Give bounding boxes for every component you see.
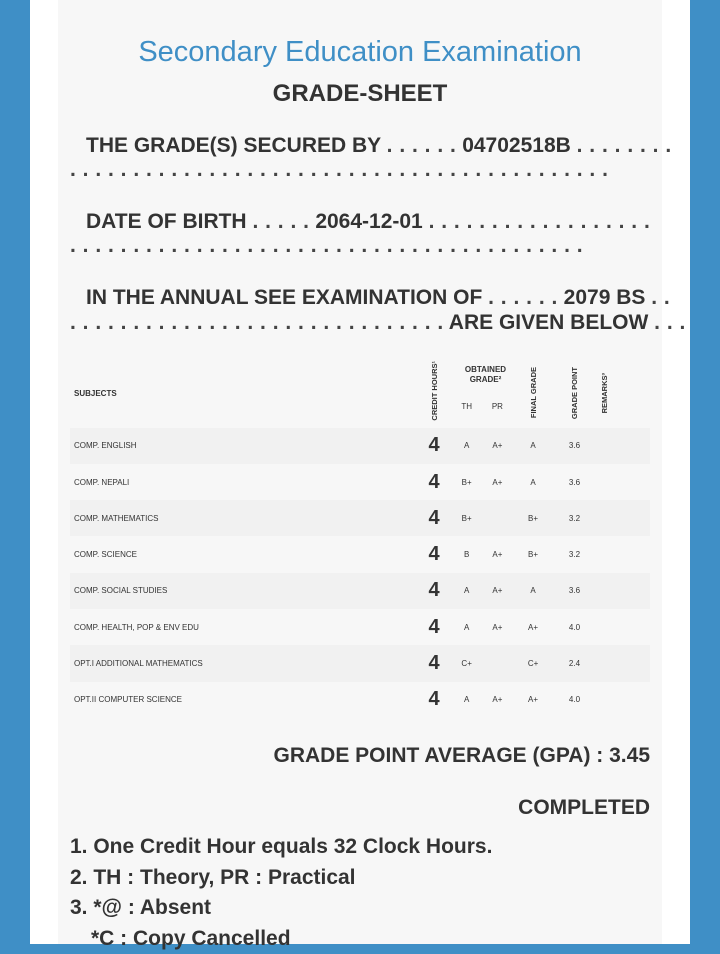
practical-grade-cell [479, 645, 517, 681]
grade-point-cell: 3.6 [550, 428, 599, 464]
credit-hours-cell: 4 [413, 682, 454, 718]
footnote-3b: *C : Copy Cancelled [70, 924, 492, 954]
grade-point-cell: 4.0 [550, 609, 599, 645]
final-grade-cell: A+ [516, 682, 550, 718]
exam-label: IN THE ANNUAL SEE EXAMINATION OF [86, 286, 482, 309]
credit-hours-cell: 4 [413, 645, 454, 681]
date-of-birth: 2064-12-01 [315, 210, 422, 233]
subject-cell: COMP. SOCIAL STUDIES [70, 573, 413, 609]
remarks-cell [599, 428, 650, 464]
grade-point-cell: 3.2 [550, 500, 599, 536]
table-row [70, 573, 650, 609]
grades-secured-label: THE GRADE(S) SECURED BY [86, 134, 381, 157]
remarks-cell [599, 500, 650, 536]
header-pr: PR [479, 386, 517, 427]
subject-cell: COMP. NEPALI [70, 464, 413, 500]
subject-cell: OPT.II COMPUTER SCIENCE [70, 682, 413, 718]
credit-hours-cell: 4 [413, 500, 454, 536]
practical-grade-cell: A+ [479, 464, 517, 500]
grade-point-cell: 2.4 [550, 645, 599, 681]
header-obtained-grade: OBTAINED GRADE² [455, 360, 517, 386]
theory-grade-cell: B [455, 536, 479, 572]
table-header-row [70, 360, 650, 386]
symbol-number: 04702518B [462, 134, 571, 157]
theory-grade-cell: A [455, 682, 479, 718]
footnotes [70, 832, 492, 954]
subject-cell: COMP. ENGLISH [70, 428, 413, 464]
final-grade-cell: A+ [516, 609, 550, 645]
final-grade-cell: A [516, 428, 550, 464]
credit-hours-cell: 4 [413, 573, 454, 609]
practical-grade-cell: A+ [479, 536, 517, 572]
table-row [70, 500, 650, 536]
final-grade-cell: B+ [516, 500, 550, 536]
footnote-1: 1. One Credit Hour equals 32 Clock Hours. [70, 832, 492, 863]
credit-hours-cell: 4 [413, 609, 454, 645]
practical-grade-cell: A+ [479, 573, 517, 609]
remarks-cell [599, 609, 650, 645]
credit-hours-cell: 4 [413, 536, 454, 572]
header-credit-hours: CREDIT HOURS¹ [413, 360, 454, 428]
final-grade-cell: C+ [516, 645, 550, 681]
table-row [70, 645, 650, 681]
theory-grade-cell: A [455, 573, 479, 609]
theory-grade-cell: B+ [455, 464, 479, 500]
grade-point-cell: 3.2 [550, 536, 599, 572]
grades-table [70, 360, 650, 718]
theory-grade-cell: C+ [455, 645, 479, 681]
page [30, 0, 690, 944]
given-below-text: ARE GIVEN BELOW [449, 311, 649, 334]
final-grade-cell: B+ [516, 536, 550, 572]
dob-label: DATE OF BIRTH [86, 210, 247, 233]
header-grade-point: GRADE POINT [550, 360, 599, 428]
practical-grade-cell: A+ [479, 609, 517, 645]
exam-title: Secondary Education Examination [30, 36, 690, 69]
result-status: COMPLETED [518, 796, 650, 820]
header-final-grade: FINAL GRADE [516, 360, 550, 428]
table-row [70, 609, 650, 645]
theory-grade-cell: A [455, 609, 479, 645]
theory-grade-cell: A [455, 428, 479, 464]
remarks-cell [599, 645, 650, 681]
subject-cell: COMP. MATHEMATICS [70, 500, 413, 536]
dob-line: DATE OF BIRTH . . . . . 2064-12-01 . . . . . . . . . . . . . . . . . . [86, 210, 650, 234]
header-remarks: REMARKS³ [599, 360, 650, 428]
remarks-cell [599, 682, 650, 718]
remarks-cell [599, 573, 650, 609]
table-row [70, 682, 650, 718]
grade-point-cell: 4.0 [550, 682, 599, 718]
remarks-cell [599, 464, 650, 500]
footnote-2: 2. TH : Theory, PR : Practical [70, 863, 492, 894]
subject-cell: COMP. SCIENCE [70, 536, 413, 572]
grades-secured-line: THE GRADE(S) SECURED BY . . . . . . 04702518B . . . . . . . . [86, 134, 672, 158]
exam-line: IN THE ANNUAL SEE EXAMINATION OF . . . . . . 2079 BS . . [86, 286, 670, 310]
table-row [70, 428, 650, 464]
header-subjects: SUBJECTS [70, 360, 413, 428]
table-row [70, 536, 650, 572]
subject-cell: OPT.I ADDITIONAL MATHEMATICS [70, 645, 413, 681]
dob-line-dots: . . . . . . . . . . . . . . . . . . . . . . . . . . . . . . . . . . . . . . . . . [70, 234, 583, 258]
grades-secured-line-dots: . . . . . . . . . . . . . . . . . . . . . . . . . . . . . . . . . . . . . . . . . . . [70, 158, 608, 182]
practical-grade-cell: A+ [479, 428, 517, 464]
credit-hours-cell: 4 [413, 428, 454, 464]
practical-grade-cell: A+ [479, 682, 517, 718]
credit-hours-cell: 4 [413, 464, 454, 500]
final-grade-cell: A [516, 573, 550, 609]
table-row [70, 464, 650, 500]
subject-cell: COMP. HEALTH, POP & ENV EDU [70, 609, 413, 645]
grade-point-cell: 3.6 [550, 464, 599, 500]
footnote-3: 3. *@ : Absent [70, 893, 492, 924]
exam-year: 2079 BS [564, 286, 646, 309]
practical-grade-cell [479, 500, 517, 536]
grade-point-cell: 3.6 [550, 573, 599, 609]
header-th: TH [455, 386, 479, 427]
sheet-title: GRADE-SHEET [30, 80, 690, 108]
theory-grade-cell: B+ [455, 500, 479, 536]
gpa-line: GRADE POINT AVERAGE (GPA) : 3.45 [274, 744, 651, 768]
given-below-line: . . . . . . . . . . . . . . . . . . . . . . . . . . . . . . ARE GIVEN BELOW . . . [70, 311, 686, 335]
remarks-cell [599, 536, 650, 572]
final-grade-cell: A [516, 464, 550, 500]
